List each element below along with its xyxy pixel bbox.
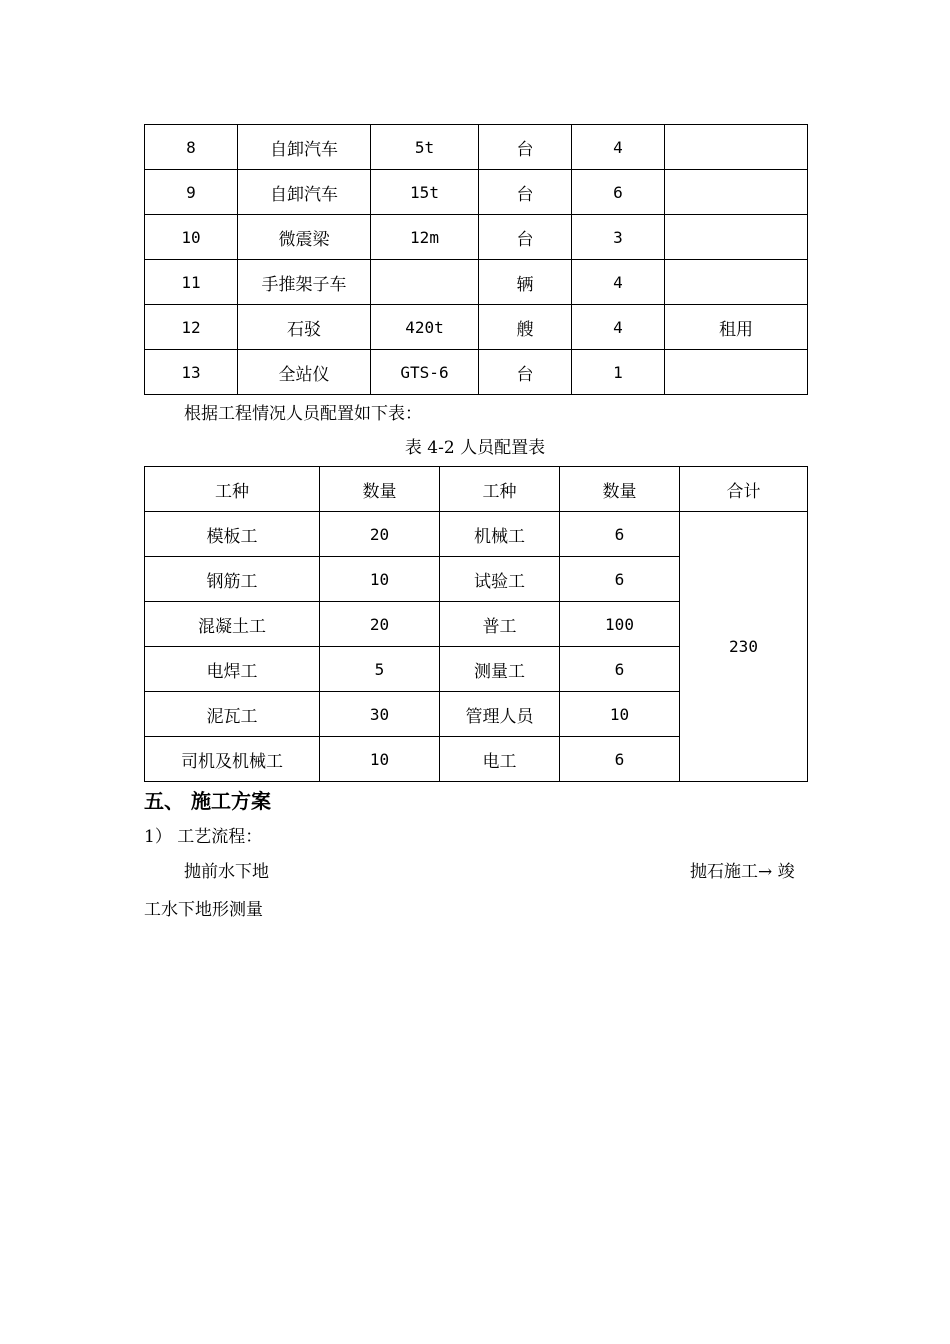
trade-qty: 30 bbox=[320, 692, 440, 737]
staff-table bbox=[144, 466, 808, 782]
trade-name: 电工 bbox=[440, 737, 560, 782]
item-qty: 1 bbox=[572, 350, 665, 395]
item-number: 9 bbox=[145, 170, 238, 215]
item-name: 自卸汽车 bbox=[238, 125, 371, 170]
item-name: 全站仪 bbox=[238, 350, 371, 395]
item-qty: 6 bbox=[572, 170, 665, 215]
trade-name: 模板工 bbox=[145, 512, 320, 557]
item-note bbox=[665, 170, 808, 215]
trade-name: 测量工 bbox=[440, 647, 560, 692]
header-trade-2: 工种 bbox=[440, 467, 560, 512]
section-heading: 五、 施工方案 bbox=[144, 789, 271, 813]
trade-qty: 100 bbox=[560, 602, 680, 647]
trade-name: 钢筋工 bbox=[145, 557, 320, 602]
header-qty-1: 数量 bbox=[320, 467, 440, 512]
item-name: 手推架子车 bbox=[238, 260, 371, 305]
trade-name: 泥瓦工 bbox=[145, 692, 320, 737]
item-qty: 4 bbox=[572, 260, 665, 305]
process-label: 1） 工艺流程： bbox=[144, 827, 263, 847]
item-number: 10 bbox=[145, 215, 238, 260]
trade-qty: 6 bbox=[560, 647, 680, 692]
item-unit: 艘 bbox=[479, 305, 572, 350]
item-unit: 台 bbox=[479, 125, 572, 170]
equipment-row bbox=[145, 260, 808, 305]
trade-qty: 20 bbox=[320, 602, 440, 647]
staff-table-caption: 表 4-2 人员配置表 bbox=[404, 438, 546, 458]
flow-text-left: 抛前水下地 bbox=[184, 862, 269, 882]
item-spec: 15t bbox=[371, 170, 479, 215]
item-name: 自卸汽车 bbox=[238, 170, 371, 215]
trade-qty: 20 bbox=[320, 512, 440, 557]
item-number: 11 bbox=[145, 260, 238, 305]
equipment-row bbox=[145, 170, 808, 215]
staff-total: 230 bbox=[680, 512, 808, 782]
item-note bbox=[665, 125, 808, 170]
trade-qty: 6 bbox=[560, 737, 680, 782]
item-unit: 辆 bbox=[479, 260, 572, 305]
item-note: 租用 bbox=[665, 305, 808, 350]
trade-qty: 10 bbox=[320, 557, 440, 602]
header-trade-1: 工种 bbox=[145, 467, 320, 512]
item-note bbox=[665, 215, 808, 260]
item-unit: 台 bbox=[479, 215, 572, 260]
item-number: 13 bbox=[145, 350, 238, 395]
item-qty: 4 bbox=[572, 305, 665, 350]
header-total: 合计 bbox=[680, 467, 808, 512]
equipment-row bbox=[145, 125, 808, 170]
item-qty: 3 bbox=[572, 215, 665, 260]
item-spec bbox=[371, 260, 479, 305]
trade-name: 机械工 bbox=[440, 512, 560, 557]
trade-name: 普工 bbox=[440, 602, 560, 647]
item-unit: 台 bbox=[479, 170, 572, 215]
trade-name: 电焊工 bbox=[145, 647, 320, 692]
item-spec: 420t bbox=[371, 305, 479, 350]
item-unit: 台 bbox=[479, 350, 572, 395]
equipment-row bbox=[145, 215, 808, 260]
trade-qty: 5 bbox=[320, 647, 440, 692]
flow-text-continuation: 工水下地形测量 bbox=[144, 900, 263, 920]
staff-intro-paragraph: 根据工程情况人员配置如下表： bbox=[184, 404, 422, 424]
trade-qty: 6 bbox=[560, 557, 680, 602]
item-name: 微震梁 bbox=[238, 215, 371, 260]
trade-name: 管理人员 bbox=[440, 692, 560, 737]
staff-row bbox=[145, 512, 808, 557]
item-number: 8 bbox=[145, 125, 238, 170]
header-qty-2: 数量 bbox=[560, 467, 680, 512]
item-note bbox=[665, 350, 808, 395]
item-number: 12 bbox=[145, 305, 238, 350]
trade-name: 混凝土工 bbox=[145, 602, 320, 647]
item-spec: 12m bbox=[371, 215, 479, 260]
equipment-row bbox=[145, 350, 808, 395]
trade-qty: 10 bbox=[320, 737, 440, 782]
staff-header-row bbox=[145, 467, 808, 512]
trade-name: 试验工 bbox=[440, 557, 560, 602]
trade-qty: 6 bbox=[560, 512, 680, 557]
flow-text-right: 抛石施工→ 竣 bbox=[690, 862, 795, 882]
trade-name: 司机及机械工 bbox=[145, 737, 320, 782]
equipment-table bbox=[144, 124, 808, 395]
equipment-row bbox=[145, 305, 808, 350]
item-qty: 4 bbox=[572, 125, 665, 170]
item-name: 石驳 bbox=[238, 305, 371, 350]
trade-qty: 10 bbox=[560, 692, 680, 737]
item-spec: GTS-6 bbox=[371, 350, 479, 395]
item-spec: 5t bbox=[371, 125, 479, 170]
item-note bbox=[665, 260, 808, 305]
